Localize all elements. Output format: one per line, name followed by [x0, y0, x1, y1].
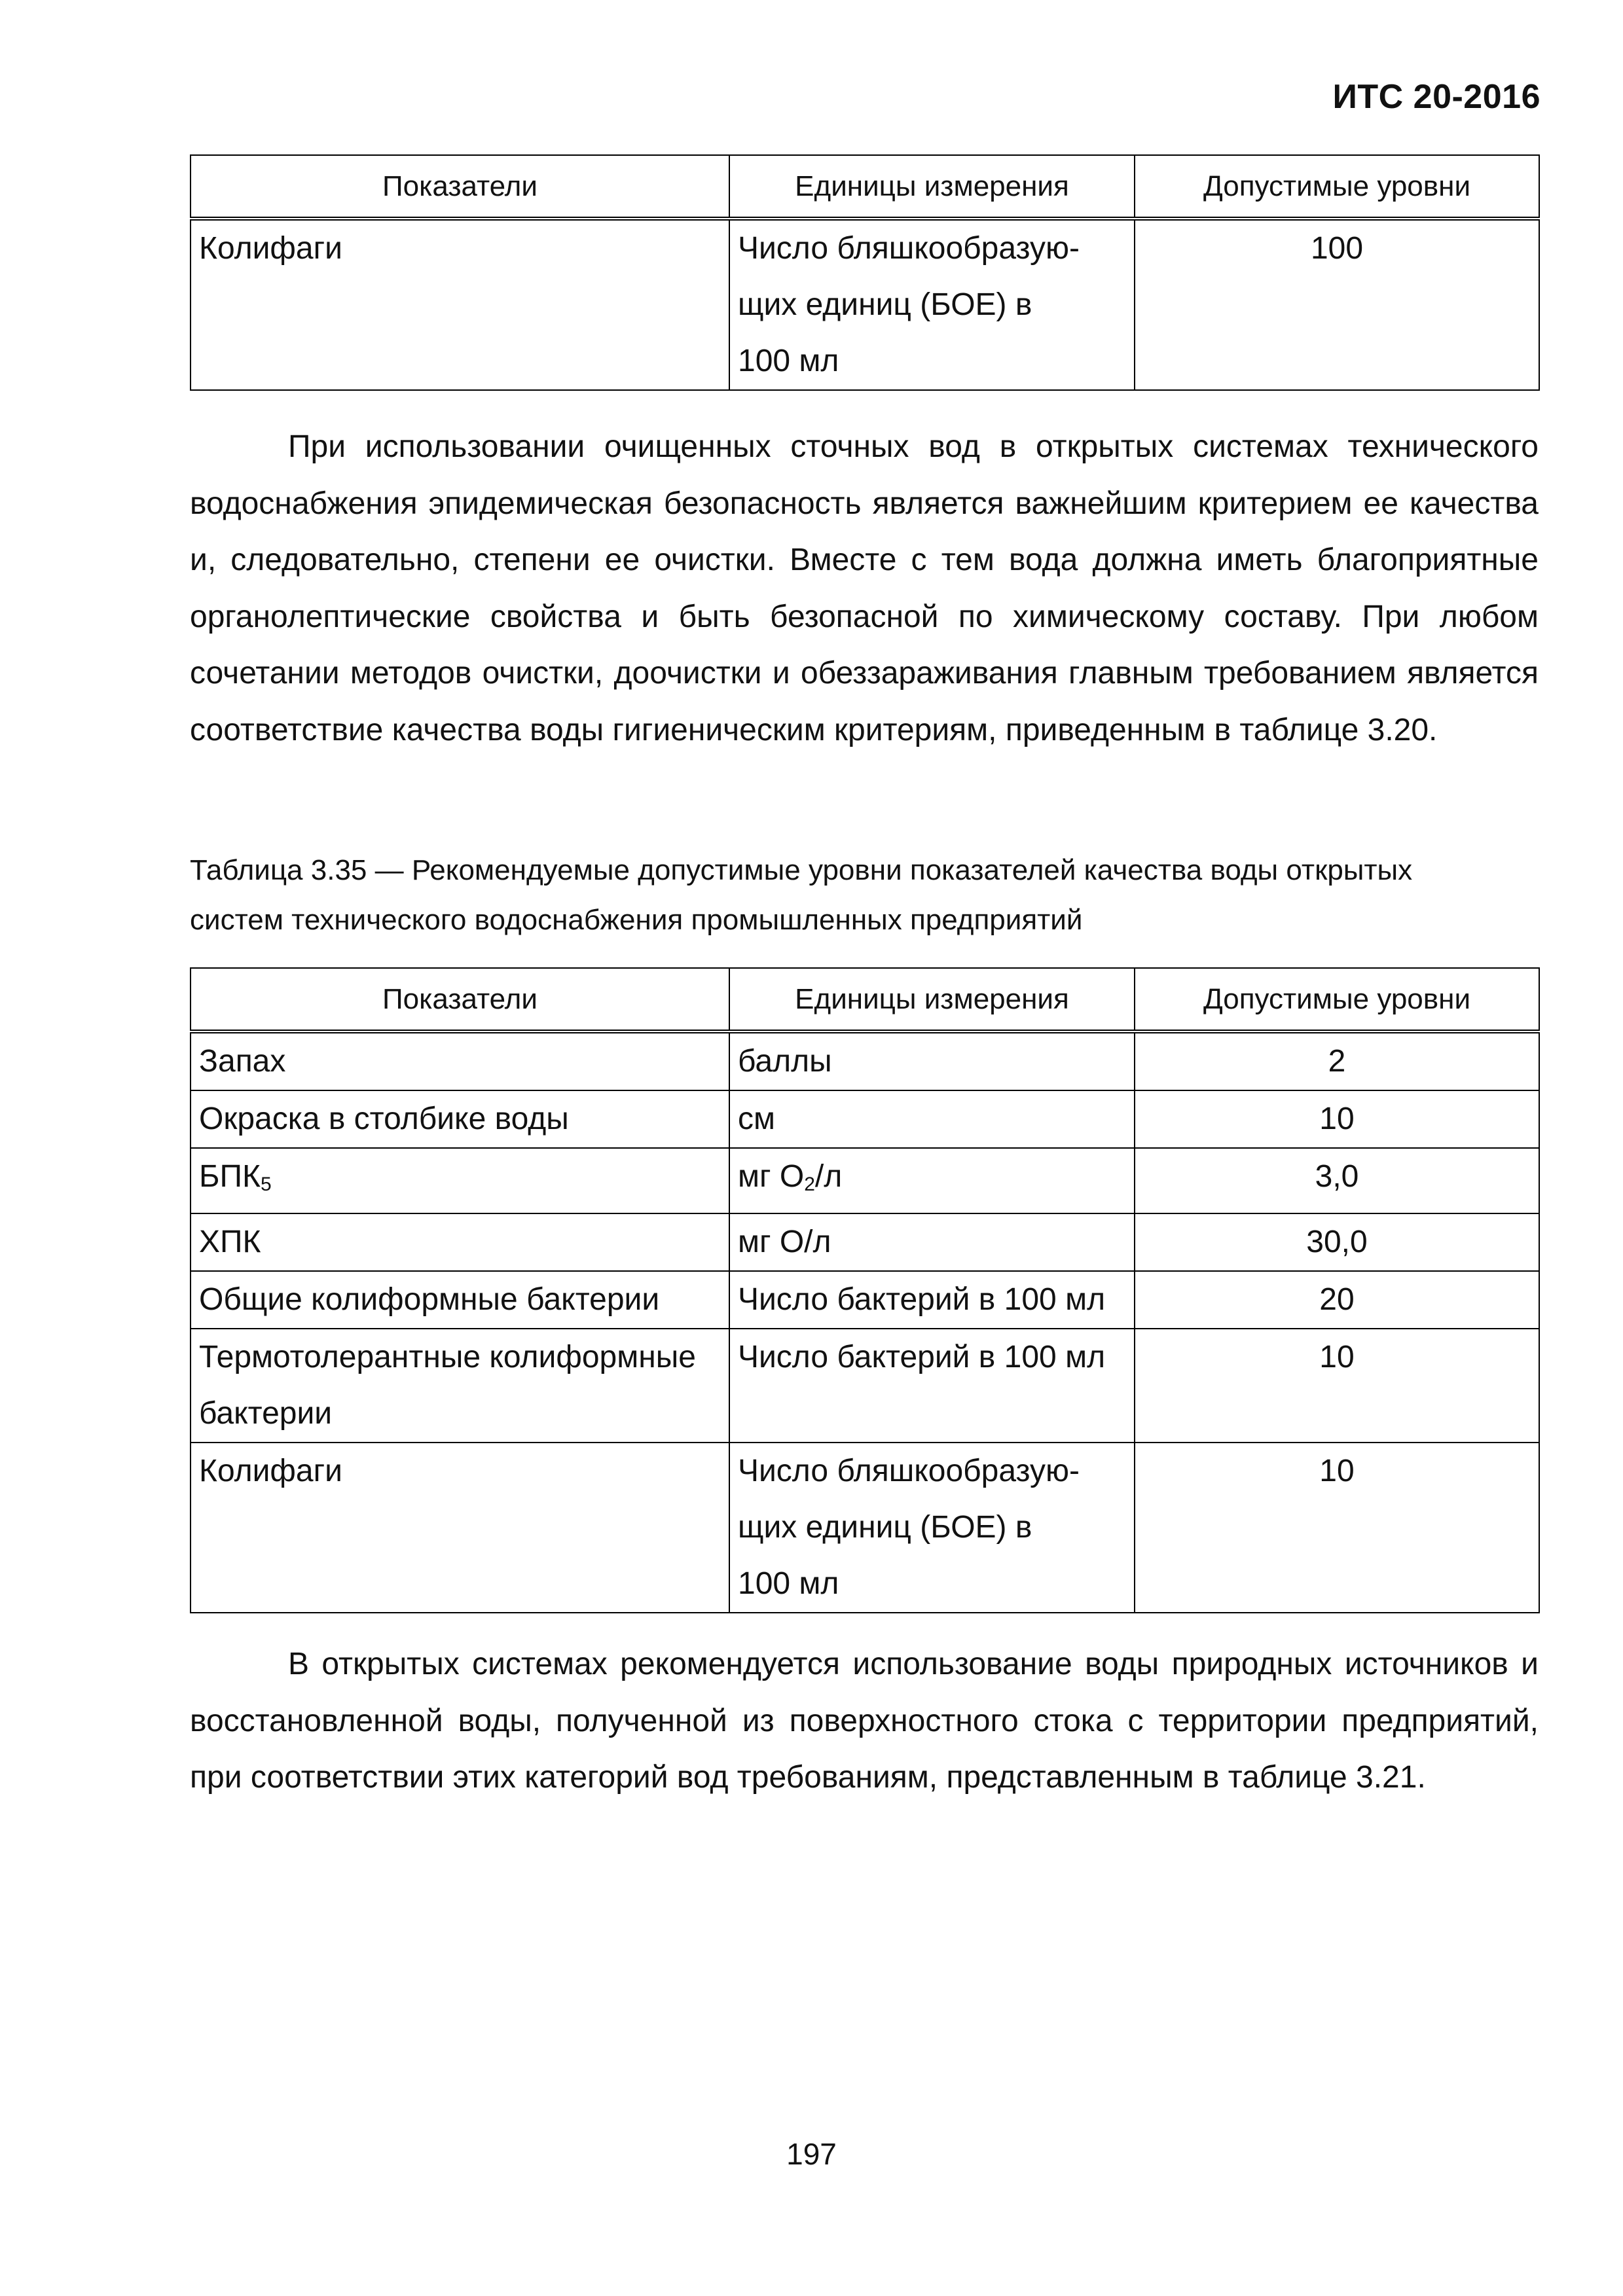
table-row: [191, 219, 1539, 390]
table-caption: [190, 846, 1565, 945]
unit-text: мг O: [738, 1159, 805, 1194]
column-header-unit: Единицы измерения: [729, 968, 1135, 1031]
document-code: ИТС 20-2016: [1332, 78, 1541, 116]
column-header-indicator: Показатели: [191, 155, 729, 219]
quality-levels-table: [190, 967, 1540, 1613]
level-cell: 10: [1135, 1329, 1539, 1443]
continued-table: [190, 154, 1540, 391]
body-paragraph: В открытых системах рекомендуется использование воды природных источников и восстановленной воды, полученной из поверхностного стока с территории предприятий, при соответствии этих категорий вод требованиям, представленным в таблице 3.21.: [190, 1647, 1539, 1795]
unit-cell: [729, 1148, 1135, 1213]
unit-line: щих единиц (БОЕ) в: [738, 1510, 1032, 1545]
unit-cell: мг О/л: [729, 1213, 1135, 1271]
unit-line: Число бляшкообразую-: [738, 231, 1080, 266]
table-header-row: [191, 968, 1539, 1031]
indicator-line: бактерии: [199, 1396, 333, 1431]
table-header-row: [191, 155, 1539, 219]
unit-cell: Число бактерий в 100 мл: [729, 1329, 1135, 1443]
unit-cell: [729, 1443, 1135, 1613]
table-row: [191, 1329, 1539, 1443]
unit-line: Число бляшкообразую-: [738, 1454, 1080, 1488]
indicator-cell: [191, 1329, 729, 1443]
level-cell: 3,0: [1135, 1148, 1539, 1213]
level-cell: 20: [1135, 1271, 1539, 1329]
indicator-line: Термотолерантные колиформные: [199, 1340, 696, 1374]
column-header-unit: Единицы измерения: [729, 155, 1135, 219]
indicator-cell: [191, 1148, 729, 1213]
indicator-subscript: 5: [260, 1174, 272, 1195]
level-cell: 10: [1135, 1443, 1539, 1613]
unit-line: щих единиц (БОЕ) в: [738, 287, 1032, 322]
indicator-cell: Окраска в столбике воды: [191, 1090, 729, 1148]
indicator-cell: Общие колиформные бактерии: [191, 1271, 729, 1329]
unit-text: /л: [814, 1159, 843, 1194]
unit-line: 100 мл: [738, 344, 839, 378]
column-header-indicator: Показатели: [191, 968, 729, 1031]
table-row: [191, 1213, 1539, 1271]
level-cell: 10: [1135, 1090, 1539, 1148]
indicator-cell: Запах: [191, 1031, 729, 1090]
indicator-text: БПК: [199, 1159, 261, 1194]
unit-subscript: 2: [804, 1174, 815, 1195]
table-row: [191, 1443, 1539, 1613]
body-paragraph: При использовании очищенных сточных вод в открытых системах технического водоснабжения эпидемическая безопасность является важнейшим критерием ее качества и, следовательно, степени ее очистки. Вместе с тем вода должна иметь благоприятные органолептические свойства и быть безопасной по химическому составу. При любом сочетании методов очистки, доочистки и обеззараживания главным требованием является соответствие качества воды гигиеническим критериям, приведенным в таблице 3.20.: [190, 429, 1539, 747]
table-row: [191, 1090, 1539, 1148]
table-row: [191, 1148, 1539, 1213]
indicator-cell: Колифаги: [191, 1443, 729, 1613]
table-row: [191, 1271, 1539, 1329]
unit-cell: см: [729, 1090, 1135, 1148]
level-cell: 100: [1135, 219, 1539, 390]
table-row: [191, 1031, 1539, 1090]
page-number: 197: [786, 2137, 837, 2171]
caption-line: Таблица 3.35 — Рекомендуемые допустимые уровни показателей качества воды открытых: [190, 854, 1413, 886]
caption-line: систем технического водоснабжения промышленных предприятий: [190, 904, 1083, 936]
column-header-level: Допустимые уровни: [1135, 155, 1539, 219]
column-header-level: Допустимые уровни: [1135, 968, 1539, 1031]
unit-cell: баллы: [729, 1031, 1135, 1090]
indicator-cell: ХПК: [191, 1213, 729, 1271]
indicator-cell: Колифаги: [191, 219, 729, 390]
unit-line: 100 мл: [738, 1566, 839, 1601]
level-cell: 2: [1135, 1031, 1539, 1090]
level-cell: 30,0: [1135, 1213, 1539, 1271]
unit-cell: [729, 219, 1135, 390]
unit-cell: Число бактерий в 100 мл: [729, 1271, 1135, 1329]
